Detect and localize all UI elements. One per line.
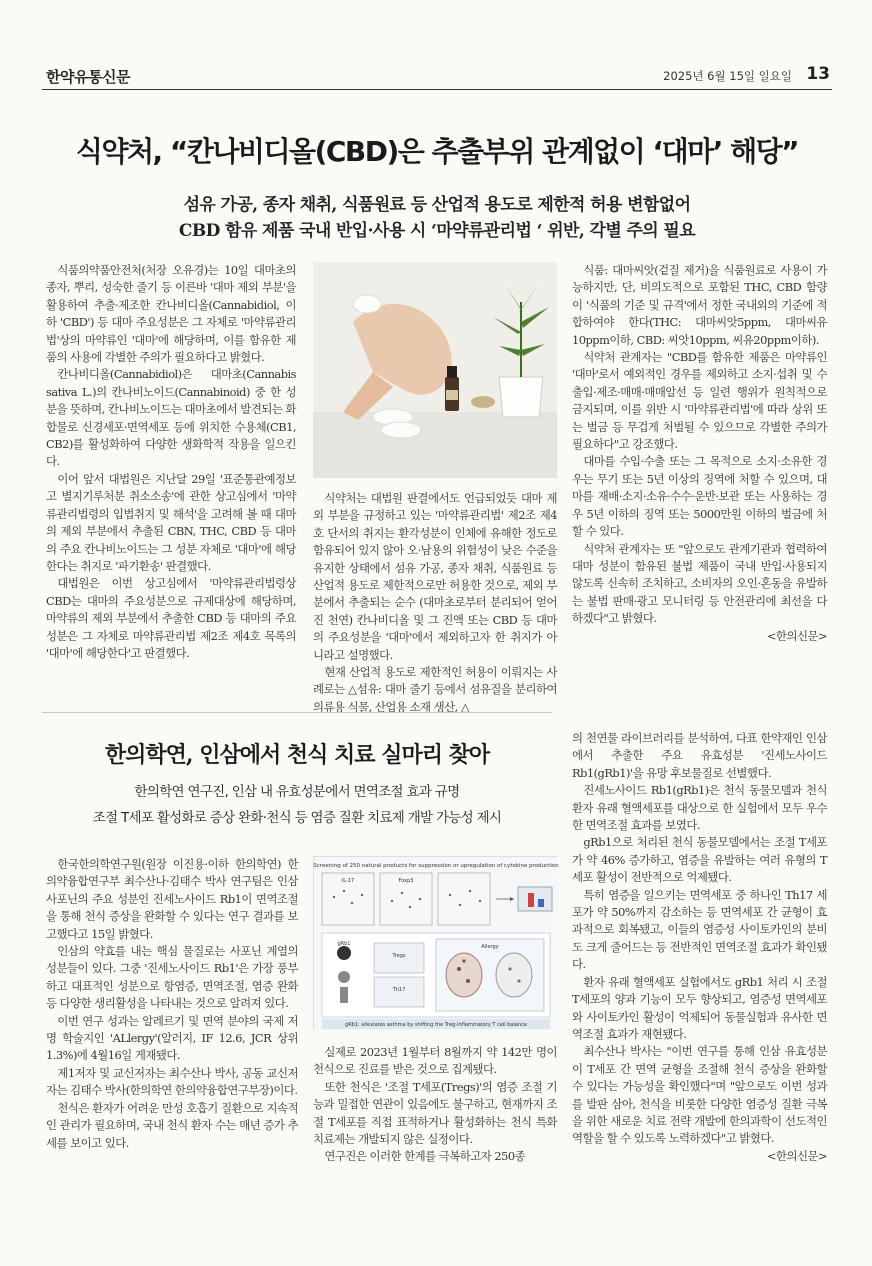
figure-caption: gRb1: alleviates asthma by shifting the Treg-Inflammatory T cell balance xyxy=(345,1022,527,1028)
paragraph: 식약처는 대법원 판결에서도 언급되었듯 대마 제외 부분을 규정하고 있는 '마약류관리법' 제2조 제4호 단서의 취지는 환각성분이 인체에 유해한 정도로 함유되어 있지 않아 오·남용의 위험성이 낮은 수준을 유지한 상태에서 섬유 가공, 종자 채취, 식품원료 등 산업적 용도로 제한적으로만 허용한 것으로, 제외 부분에서 추출되는 순수 (대마초로부터 분리되어 얻어진 천연) 칸나비디올 및 그 진액 또는 CBD 등 대마의 주요성분을 '대마'에서 제외하고자 한 취지가 아니라고 설명했다. xyxy=(313,491,557,662)
cbd-photo xyxy=(313,262,557,478)
paragraph: 제1저자 및 교신저자는 최수산나 박사, 공동 교신저자는 김태수 박사(한의학연 한의약융합연구부장)이다. xyxy=(46,1065,298,1098)
research-figure-diagram xyxy=(314,857,558,1031)
paragraph: 이어 앞서 대법원은 지난달 29일 '표준통관예정보고 별지기루처분 취소소송'에 관한 상고심에서 '마약류관리법령의 입법취지 및 해석'을 고려해 볼 때 대마의 제외 부분에서 추출된 CBN, THC, CBD 등 대마의 주요 칸나비노이드는 그 성분 자체로 '대마'에 해당한다는 취지로 '파기환송' 판결했다. xyxy=(46,471,296,573)
page-number: 13 xyxy=(806,64,830,84)
byline: <한의신문> xyxy=(766,1148,827,1163)
section-divider xyxy=(42,712,552,713)
paragraph: 현재 산업적 용도로 제한적인 허용이 이뤄지는 사례로는 △섬유: 대마 줄기 등에서 섬유질을 분리하여 의류용 식물, 산업용 소재 생산, △ xyxy=(313,665,557,714)
article2-subhead-2: 조절 T세포 활성화로 증상 완화·천식 등 염증 질환 치료제 개발 가능성 제시 xyxy=(92,810,502,826)
article1-column-3 xyxy=(572,262,827,700)
paragraph: 대법원은 이번 상고심에서 '마약류관리법령상 CBD는 대마의 주요성분으로 규제대상에 해당하며, 마약류의 제외 부분에서 추출한 CBD 등 대마의 주요성분은 그 자체로 마약류관리법 제2조 제4호 목록의 '대마'에 해당한다'고 판결했다. xyxy=(46,576,296,660)
paragraph: 인삼의 약효를 내는 핵심 물질로는 사포닌 계열의 성분들이 있다. 그중 '진세노사이드 Rb1'은 가장 풍부하고 대표적인 성분으로 항염증, 면역조절, 염증 완화 등 다양한 생리활성을 나타내는 것으로 알려져 있다. xyxy=(46,944,298,1011)
paragraph: 최수산나 박사는 "이번 연구를 통해 인삼 유효성분이 T세포 간 면역 균형을 조절해 천식 증상을 완화할 수 있다는 가능성을 확인했다"며 "앞으로도 이번 성과를 발판 삼아, 천식을 비롯한 다양한 염증성 질환 극복을 위한 새로운 치료 전략 개발에 한의과학이 선도적인 역할을 할 수 있도록 노력하겠다"고 밝혔다. xyxy=(572,1044,827,1146)
paragraph: 칸나비디올(Cannabidiol)은 대마초(Cannabis sativa L.)의 칸나비노이드(Cannabinoid) 중 한 성분을 뜻하며, 칸나비노이드는 대마초에서 발견되는 화합물로 신경세포·면역세포 등에 위치한 수용체(CB1, CB2)를 활성화하여 다양한 생화학적 작용을 일으킨다. xyxy=(46,367,296,469)
byline: <한의신문> xyxy=(766,628,827,643)
paragraph: 천식은 환자가 어려운 만성 호흡기 질환으로 지속적인 관리가 필요하며, 국내 천식 환자 수는 매년 증가 추세를 보이고 있다. xyxy=(46,1100,298,1150)
paragraph: 의 천연물 라이브러리를 분석하여, 다표 한약재인 인삼에서 추출한 주요 유효성분 '진세노사이드 Rb1(gRb1)'을 유망 후보물질로 선별했다. xyxy=(572,731,827,780)
paragraph: 또한 천식은 '조절 T세포(Tregs)'의 염증 조절 기능과 밀접한 연관이 있음에도 불구하고, 현재까지 조절 T세포를 직접 표적하거나 활성화하는 천식 특화 치료제는 개발되지 않은 실정이다. xyxy=(313,1079,557,1147)
figure-title: Screening of 250 natural products for suppression or upregulation of cytokine production xyxy=(313,863,559,869)
paragraph: 진세노사이드 Rb1(gRb1)은 천식 동물모델과 천식 환자 유래 혈액세포를 대상으로 한 실험에서 모두 우수한 면역조절 효과를 보였다. xyxy=(572,783,827,833)
figure-label: Tregs xyxy=(392,953,406,959)
paragraph: 환자 유래 혈액세포 실험에서도 gRb1 처리 시 조절 T세포의 양과 기능이 모두 향상되고, 염증성 면역세포와 사이토카인 활성이 억제되어 동물실험과 유사한 면역조절 효과가 재현됐다. xyxy=(572,974,827,1041)
issue-date: 2025년 6월 15일 일요일 xyxy=(663,69,792,83)
paragraph: 실제로 2023년 1월부터 8월까지 약 142만 명이 천식으로 진료를 받은 것으로 집계됐다. xyxy=(313,1045,557,1077)
article1-subhead-2: CBD 함유 제품 국내 반입·사용 시 ‘마약류관리법 ‘ 위반, 각별 주의 필요 xyxy=(178,221,696,241)
article1-headline: 식약처, “칸나비디올(CBD)은 추출부위 관계없이 ‘대마’ 해당” xyxy=(75,135,799,168)
article2-headline: 한의학연, 인삼에서 천식 치료 실마리 찾아 xyxy=(104,742,490,768)
figure-label: gRb1 xyxy=(337,941,351,947)
paragraph: 식약처 관계자는 또 "앞으로도 관계기관과 협력하여 대마 성분이 함유된 불법 제품이 국내 반입·사용되지 않도록 신속히 조치하고, 소비자의 오인·혼동을 유발하는 불법 판매·광고 모니터링 등 안전관리에 최선을 다하겠다"고 밝혔다. xyxy=(572,541,827,626)
article2-column-1 xyxy=(46,856,298,1196)
paragraph: 한국한의학연구원(원장 이진용·이하 한의학연) 한의약융합연구부 최수산나·김태수 박사 연구팀은 인삼 사포닌의 주요 성분인 진세노사이드 Rb1이 면역조절을 통해 천식 증상을 완화할 수 있다는 연구 결과를 보고했다고 15일 밝혔다. xyxy=(46,857,298,941)
paragraph: 식약처 관계자는 "CBD를 함유한 제품은 마약류인 '대마'로서 예외적인 경우를 제외하고 소지·섭취 및 수출입·제조·매매·매매알선 등 일련 행위가 원칙적으로 금지되며, 이를 위반 시 '마약류관리법'에 따라 상위 또는 벌금 등 무겁게 처벌될 수 있으므로 각별한 주의가 필요하다"고 강조했다. xyxy=(572,350,827,452)
newspaper-name: 한약유통신문 xyxy=(46,68,130,86)
paragraph: 연구진은 이러한 한계를 극복하고자 250종 xyxy=(324,1149,526,1164)
article2-column-3 xyxy=(572,730,827,1200)
article2-column-2 xyxy=(313,1044,557,1196)
paragraph: 특히 염증을 일으키는 면역세포 중 하나인 Th17 세포가 약 50%까지 감소하는 등 면역세포 간 균형이 효과적으로 회복됐고, 이들의 염증성 사이토카인의 분비도 크게 줄어드는 등 전반적인 면역조절 효과가 확인됐다. xyxy=(572,887,827,972)
figure-label: IL-17 xyxy=(341,878,355,884)
figure-label: Th17 xyxy=(392,987,406,993)
cbd-photo-image xyxy=(313,262,557,478)
figure-label: Foxp3 xyxy=(398,878,414,884)
article1-column-2 xyxy=(313,490,557,714)
masthead xyxy=(42,60,832,90)
paragraph: 이번 연구 성과는 알레르기 및 면역 분야의 국제 저명 학술지인 'ALlergy'(알러지, IF 12.6, JCR 상위 1.3%)에 4월16일 게재됐다. xyxy=(46,1013,298,1063)
article1-column-1 xyxy=(46,262,296,700)
paragraph: gRb1으로 처리된 천식 동물모델에서는 조절 T세포가 약 46% 증가하고, 염증을 유발하는 여러 유형의 T세포 활성이 전반적으로 억제됐다. xyxy=(572,835,827,885)
paragraph: 식품: 대마씨앗(겉질 제거)을 식품원료로 사용이 가능하지만, 단, 비의도적으로 포함된 THC, CBD 함량이 '식품의 기준 및 규격'에서 정한 국내외의 기준에 적합하여야 한다(THC: 대마씨앗5ppm, 대마씨유10ppm이하, CBD: 씨앗10ppm, 씨유20ppm이하). xyxy=(572,263,827,347)
article1-subhead-1: 섬유 가공, 종자 채취, 식품원료 등 산업적 용도로 제한적 허용 변함없어 xyxy=(183,195,691,215)
article2-subhead-1: 한의학연 연구진, 인삼 내 유효성분에서 면역조절 효과 규명 xyxy=(134,784,460,800)
figure-label: Allergy xyxy=(481,944,499,950)
paragraph: 대마를 수입·수출 또는 그 목적으로 소지·소유한 경우는 무기 또는 5년 이상의 징역에 처할 수 있으며, 대마를 재배·소지·소유·수수·운반·보관 또는 사용하는 경우 5년 이하의 징역 또는 5000만원 이하의 벌금에 처할 수 있다. xyxy=(572,454,827,539)
research-figure xyxy=(313,856,557,1030)
paragraph: 식품의약품안전처(처장 오유경)는 10일 대마초의 종자, 뿌리, 성숙한 줄기 등 이른바 '대마 제외 부분'을 활용하여 추출·제조한 칸나비디올(Cannabidiol, 이하 'CBD') 등 대마 주요성분은 그 자체로 '마약류관리법'상의 마약류인 '대마'에 해당하며, 이를 함유한 제품의 사용에 각별한 주의가 필요하다고 밝혔다. xyxy=(46,263,296,365)
